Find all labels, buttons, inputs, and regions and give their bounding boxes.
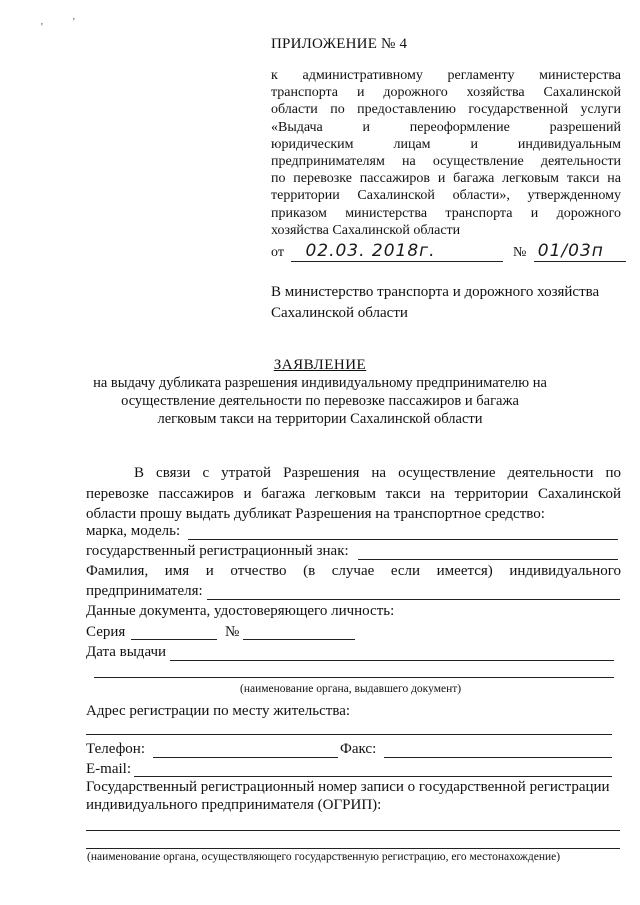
- addressee-line: В министерство транспорта и дорожного хозяйства: [271, 284, 600, 300]
- appendix-line: транспорта и дорожного хозяйства Сахалинской: [271, 85, 621, 101]
- ogrip-field[interactable]: [86, 830, 620, 831]
- intro-paragraph: [86, 463, 621, 525]
- brand-model-field[interactable]: [188, 539, 618, 540]
- fax-label: Факс:: [340, 741, 377, 757]
- number-label: №: [512, 245, 527, 260]
- reg-plate-label: государственный регистрационный знак:: [86, 543, 349, 559]
- email-field[interactable]: [134, 776, 612, 777]
- address-label: Адрес регистрации по месту жительства:: [86, 703, 351, 719]
- fax-field[interactable]: [384, 757, 612, 758]
- appendix-line: области по предоставлению государственной услуги: [271, 102, 621, 118]
- fio-word: если: [390, 563, 421, 579]
- scan-mark: ': [41, 22, 43, 33]
- approval-number-field: [534, 241, 626, 262]
- appendix-line: хозяйства Сахалинской области: [271, 222, 461, 238]
- appendix-line: предпринимателям на осуществление деятельности: [271, 154, 621, 170]
- intro-line: В связи с утратой Разрешения на осуществление деятельности по: [134, 465, 621, 481]
- fio-word: индивидуального: [509, 563, 622, 579]
- id-document-label: Данные документа, удостоверяющего личность:: [86, 603, 395, 619]
- registrar-caption: (наименование органа, осуществляющего государственную регистрацию, его местонахождение): [87, 851, 561, 863]
- issuer-caption: (наименование органа, выдавшего документ): [240, 683, 462, 695]
- fio-label-line1: [86, 563, 621, 580]
- fio-word: и: [205, 563, 214, 579]
- appendix-line: по перевозке пассажиров и багажа легковым такси на: [271, 171, 621, 187]
- fio-word: имеется): [436, 563, 493, 579]
- appendix-line: «Выдача и переоформление разрешений: [271, 119, 621, 135]
- statement-subtitle-line: осуществление деятельности по перевозке пассажиров и багажа: [121, 393, 519, 409]
- appendix-description: [271, 67, 621, 239]
- statement-subtitle-line: на выдачу дубликата разрешения индивидуальному предпринимателю на: [93, 375, 547, 391]
- statement-subtitle-line: легковым такси на территории Сахалинской области: [157, 411, 483, 427]
- statement-subtitle: [60, 374, 580, 428]
- fio-word: (в: [303, 563, 316, 579]
- brand-model-label: марка, модель:: [86, 523, 181, 539]
- appendix-line: приказом министерства транспорта и дорожного: [271, 205, 621, 221]
- series-field[interactable]: [131, 639, 217, 640]
- appendix-line: юридическим лицам и индивидуальным: [271, 136, 621, 152]
- fio-word: Фамилия,: [86, 563, 149, 579]
- appendix-title: ПРИЛОЖЕНИЕ № 4: [271, 36, 408, 52]
- fio-word: имя: [164, 563, 190, 579]
- email-label: E-mail:: [86, 761, 131, 777]
- ogrip-label-line2: индивидуального предпринимателя (ОГРИП):: [86, 797, 382, 813]
- approval-number-handwritten: 01/03п: [537, 241, 604, 261]
- appendix-line: территории Сахалинской области», утвержденному: [271, 188, 621, 204]
- ogrip-label-line1: Государственный регистрационный номер записи о государственной регистрации: [86, 779, 610, 795]
- fio-word: отчество: [230, 563, 287, 579]
- fio-word: случае: [331, 563, 375, 579]
- intro-line: перевозке пассажиров и багажа легковым такси на территории Сахалинской: [86, 485, 621, 502]
- appendix-line: к административному регламенту министерства: [271, 68, 621, 83]
- issue-date-field[interactable]: [170, 660, 614, 661]
- doc-number-label: №: [225, 624, 240, 640]
- approval-date-field: [291, 241, 503, 262]
- addressee-line: Сахалинской области: [271, 305, 408, 321]
- fio-label-line2: предпринимателя:: [86, 583, 203, 599]
- statement-title: ЗАЯВЛЕНИЕ: [273, 357, 367, 373]
- from-label: от: [271, 245, 284, 260]
- reg-plate-field[interactable]: [358, 559, 618, 560]
- issuer-field[interactable]: [94, 677, 614, 678]
- address-field[interactable]: [86, 734, 612, 735]
- phone-field[interactable]: [153, 757, 338, 758]
- scan-mark: ': [73, 17, 75, 28]
- approval-date-number-row: [271, 241, 626, 262]
- issue-date-label: Дата выдачи: [86, 644, 167, 660]
- addressee-block: [271, 282, 599, 324]
- intro-line: области прошу выдать дубликат Разрешения на транспортное средство:: [86, 506, 545, 522]
- doc-number-field[interactable]: [243, 639, 355, 640]
- entrepreneur-name-field[interactable]: [207, 599, 620, 600]
- approval-date-handwritten: 02.03. 2018г.: [305, 241, 436, 261]
- registrar-field[interactable]: [86, 848, 620, 849]
- series-label: Серия: [86, 624, 126, 640]
- phone-label: Телефон:: [86, 741, 145, 757]
